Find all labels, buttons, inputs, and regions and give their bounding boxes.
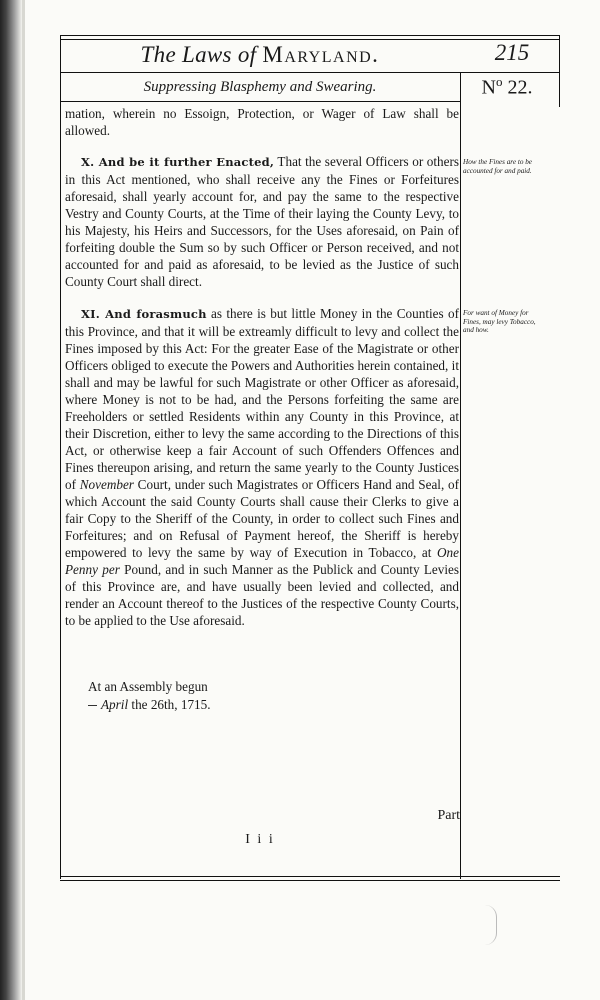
- section-x-mark: X. And be it further Enacted,: [81, 155, 275, 169]
- section-xi-text-a: as there is but little Money in the Counties of this Province, and that it will be extreamly difficult to levy and collect the Fines imposed by this Act: For the greater Ease of the Magistrate or other Officers obliged to execute the Powers and Authorities herein contained, it shall and may be lawful for such Magistrate or other Officer as aforesaid, where Money is not to be had, and the Persons forfeiting the same are Freeholders or settled Residents within any County in this Province, at their Discretion, either to levy the same according to the Directions of this Act, or otherwise keep a fair Account of such Offenders Offences and Fines thereupon arising, and return the same yearly to the County Justices of: [65, 306, 459, 492]
- binding-gutter: [0, 0, 22, 1000]
- column-divider-rule: [460, 72, 461, 879]
- running-title-caps: Maryland.: [262, 42, 380, 67]
- page-number: 215: [494, 40, 530, 65]
- margin-note-accounting: How the Fines are to be accounted for and paid.: [463, 158, 533, 175]
- continuation-paragraph: [65, 105, 459, 139]
- dash-ornament: [88, 705, 97, 706]
- bottom-double-rule: [60, 876, 560, 881]
- catchword: Part: [437, 808, 460, 823]
- section-xi-mark: XI. And forasmuch: [81, 307, 207, 321]
- section-xi-text-b: Court, under such Magistrates or Officers Hand and Seal, of which Account the said County Courts shall cause their Clerks to give a fair Copy to the Sheriff of the County, in order to collect such Fines and Forfeitures; and on Refusal of Payment hereof, the Sheriff is hereby empowered to levy the same by way of Execution in Tobacco, at: [65, 477, 459, 560]
- act-number-prefix: N: [481, 76, 496, 99]
- act-subtitle: Suppressing Blasphemy and Swearing.: [143, 79, 377, 95]
- page-mark: [482, 905, 497, 945]
- section-x-text: That the several Officers or others in this Act mentioned, who shall receive any the Fines or Forfeitures aforesaid, shall yearly account for, and pay the same to the respective Vestry and County Courts, at the Time of their laying the County Levy, to his Majesty, his Heirs and Successors, for the Uses aforesaid, on Pain of forfeiting double the Sum so by such Officer or Person received, and not accounted for and paid as aforesaid, to be levied as the Justice of such County Court shall direct.: [65, 154, 459, 289]
- right-frame-rule: [559, 35, 560, 107]
- page-edge: [22, 0, 25, 1000]
- act-number-value: 22.: [507, 76, 533, 99]
- assembly-note: [88, 678, 388, 714]
- assembly-line-1: At an Assembly begun: [88, 679, 208, 694]
- margin-note-tobacco: For want of Money for Fines, may levy Tobacco, and how.: [463, 309, 536, 335]
- section-xi-month: November: [79, 477, 134, 492]
- running-title-text: The Laws of: [140, 42, 257, 67]
- subtitle-rule: [60, 101, 460, 102]
- act-number-sup: o: [495, 74, 503, 89]
- section-x-body: [65, 153, 459, 290]
- header-rule: [60, 72, 560, 73]
- signature-mark: I i i: [245, 832, 275, 847]
- section-xi: [65, 305, 459, 629]
- paragraph-text: mation, wherein no Essoign, Protection, or Wager of Law shall be allowed.: [65, 106, 459, 138]
- assembly-date: the 26th, 1715.: [128, 697, 211, 712]
- left-frame-rule: [60, 35, 61, 879]
- assembly-month: April: [101, 697, 129, 712]
- section-x: [65, 153, 459, 290]
- section-xi-text-c: Pound, and in such Manner as the Publick and County Levies of this Province are, and have usually been levied and collected, and render an Account thereof to the Justices of the respective County Courts, to be applied to the Use aforesaid.: [65, 562, 459, 628]
- assembly-line-2: [88, 696, 388, 714]
- section-xi-body: [65, 305, 459, 629]
- act-number: [462, 74, 552, 100]
- running-title: [65, 42, 455, 68]
- section-xi-rate: One Penny per: [65, 545, 459, 577]
